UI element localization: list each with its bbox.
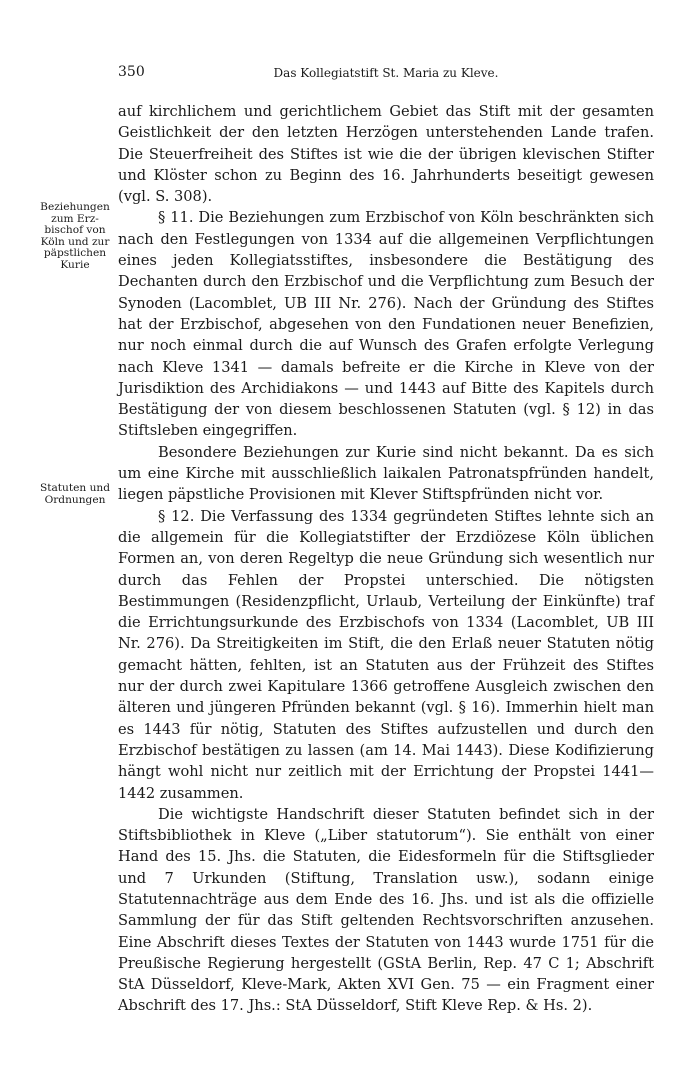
paragraph-section-12: § 12. Die Verfassung des 1334 gegründeten Stiftes lehnte sich an die allgemein für die Kollegiatstifter der Erzdiözese Köln üblichen Formen an, von deren Regeltyp die neue Gründung sich wesentlich nur durch das Fehlen der Propstei unterschied. Die nötigsten Bestimmungen (Residenzpflicht, Urlaub, Verteilung der Einkünfte) traf die Errichtungsurkunde des Erzbischofs von 1334 (Lacomblet, UB III Nr. 276). Da Streitigkeiten im Stift, die den Erlaß neuer Statuten nötig gemacht hätten, fehlten, ist an Statuten aus der Frühzeit des Stiftes nur der durch zwei Kapitulare 1366 getroffene Ausgleich zwischen den älteren und jüngeren Pfründen bekannt (vgl. § 16). Immerhin hielt man es 1443 für nötig, Statuten des Stiftes aufzustellen und durch den Erzbischof bestätigen zu lassen (am 14. Mai 1443). Diese Kodifizierung hängt wohl nicht nur zeitlich mit der Errichtung der Propstei 1441—1442 zusammen. [118,507,654,802]
paragraph: auf kirchlichem und gerichtlichem Gebiet das Stift mit der gesamten Geistlichkeit der den letzten Herzögen unterstehenden Lande trafen. Die Steuerfreiheit des Stiftes ist wie die der übrigen klevischen Stifter und Klöster schon zu Beginn des 16. Jahrhunderts beseitigt gewesen (vgl. S. 308). [118,103,654,206]
margin-note-relations: Beziehungen zum Erz-bischof von Köln und zur päpstlichen Kurie [40,201,110,271]
paragraph: Die wichtigste Handschrift dieser Statuten befindet sich in der Stiftsbibliothek in Kleve („Liber statutorum“). Sie enthält von einer Hand des 15. Jhs. die Statuten, die Eidesformeln für die Stiftsglieder und 7 Urkunden (Stiftung, Translation usw.), sodann einige Statutennachträge aus dem Ende des 16. Jhs. und ist als die offizielle Sammlung der für das Stift geltenden Rechtsvorschriften anzusehen. Eine Abschrift dieses Textes der Statuten von 1443 wurde 1751 für die Preußische Regierung hergestellt (GStA Berlin, Rep. 47 C 1; Abschrift StA Düsseldorf, Kleve-Mark, Akten XVI Gen. 75 — ein Fragment einer Abschrift des 17. Jhs.: StA Düsseldorf, Stift Kleve Rep. & Hs. 2). [118,805,654,1015]
body-text [118,101,654,1017]
margin-note-statutes: Statuten und Ordnungen [39,482,111,506]
paragraph: Besondere Beziehungen zur Kurie sind nicht bekannt. Da es sich um eine Kirche mit ausschließlich laikalen Patronatspfründen handelt, liegen päpstliche Provisionen mit Klever Stiftspfründen nicht vor. [118,443,654,504]
page-number: 350 [118,64,145,80]
running-title: Das Kollegiatstift St. Maria zu Kleve. [273,66,499,80]
paragraph-section-11: § 11. Die Beziehungen zum Erzbischof von Köln beschränkten sich nach den Festlegungen von 1334 auf die allgemeinen Verpflichtungen eines jeden Kollegiatsstiftes, insbesondere die Bestätigung des Dechanten durch den Erzbischof und die Verpflichtung zum Besuch der Synoden (Lacomblet, UB III Nr. 276). Nach der Gründung des Stiftes hat der Erzbischof, abgesehen von den Fundationen neuer Benefizien, nur noch einmal durch die auf Wunsch des Grafen erfolgte Verlegung nach Kleve 1341 — damals befreite er die Kirche in Kleve von der Jurisdiktion des Archidiakons — und 1443 auf Bitte des Kapitels durch Bestätigung der von diesem beschlossenen Statuten (vgl. § 12) in das Stiftsleben eingegriffen. [118,209,654,440]
